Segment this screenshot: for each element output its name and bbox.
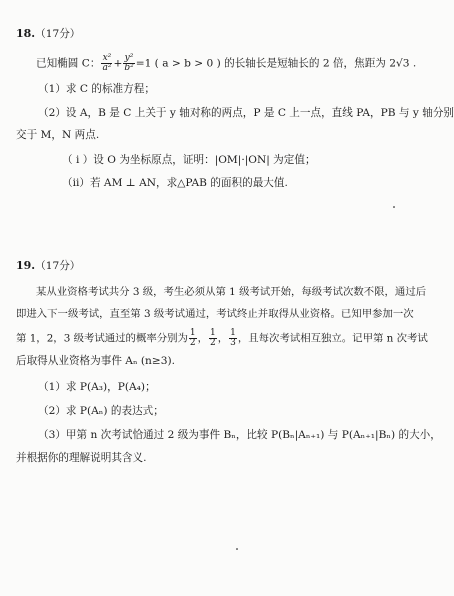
q19-prob-text: 第 1，2，3 级考试通过的概率分别为 [16, 332, 188, 345]
q18-stem [36, 54, 416, 73]
q19-f2-den: 2 [210, 338, 216, 348]
q19-prob-text-end: ，且每次考试相互独立。记甲第 n 次考试 [237, 332, 428, 345]
q19-part1: （1）求 P(A₃)，P(A₄)； [38, 381, 156, 393]
q19-para-line1: 某从业资格考试共分 3 级，考生必须从第 1 级考试开始，每级考试次数不限，通过后 [36, 286, 427, 298]
q19-f1-den: 2 [189, 338, 196, 348]
q19-fraction-2 [209, 329, 217, 348]
q19-para-line4: 后取得从业资格为事件 Aₙ (n≥3). [16, 355, 175, 367]
q18-eq-x-num: x² [102, 53, 112, 63]
q18-eq-y-fraction [123, 54, 134, 73]
q18-eq-x-fraction [101, 54, 112, 73]
q18-points: （17分） [35, 28, 81, 40]
q18-sub-i: （ i ）设 O 为坐标原点，证明：|OM|·|ON| 为定值； [62, 154, 316, 166]
scan-speck [236, 548, 238, 550]
q18-eq-y-den: b² [124, 63, 134, 73]
q19-para-line3: 第 1，2，3 级考试通过的概率分别为 $\frac{1}{2}$ ， $\frac{1}{2}$ ， $\frac{1}{3}$ ，且每次考试相互独立。记甲第 n 次考试 [16, 328, 428, 348]
q19-fraction-1 [189, 329, 197, 348]
q18-part2-cont: 交于 M，N 两点. [16, 129, 100, 141]
q19-f3-num: 1 [230, 328, 236, 338]
q18-stem-text: 已知椭圆 C： [36, 57, 101, 70]
q19-f1-num: 1 [189, 328, 196, 338]
q18-sub-ii: （ii）若 AM ⊥ AN，求△PAB 的面积的最大值. [62, 177, 288, 189]
q19-fraction-3 [229, 329, 237, 348]
q19-header [16, 259, 80, 273]
scan-speck [393, 206, 395, 208]
q19-part3-cont: 并根据你的理解说明其含义. [16, 452, 147, 464]
q18-eq-rest: =1 ( a > b > 0 ) 的长轴长是短轴长的 2 倍，焦距为 2√3 . [135, 57, 417, 70]
q18-number: 18. [16, 27, 36, 40]
q18-eq-y-num: y² [124, 53, 134, 63]
q19-points: （17分） [35, 260, 81, 272]
q19-f3-den: 3 [230, 338, 236, 348]
q18-eq-x-den: a² [102, 63, 112, 73]
q19-f2-num: 1 [210, 328, 216, 338]
q19-part2: （2）求 P(Aₙ) 的表达式； [38, 405, 164, 417]
q19-part3: （3）甲第 n 次考试恰通过 2 级为事件 Bₙ，比较 P(Bₙ|Aₙ₊₁) 与 P(Aₙ₊₁|Bₙ) 的大小， [38, 429, 441, 441]
q18-part2: （2）设 A，B 是 C 上关于 y 轴对称的两点，P 是 C 上一点，直线 PA，PB 与 y 轴分别 [38, 107, 454, 119]
q19-number: 19. [16, 259, 36, 272]
q18-header [16, 27, 80, 41]
q19-para-line2: 即进入下一级考试，直至第 3 级考试通过，考试终止并取得从业资格。已知甲参加一次 [16, 308, 414, 320]
q18-eq-plus: + [113, 57, 123, 70]
q18-part1: （1）求 C 的标准方程； [38, 83, 155, 95]
